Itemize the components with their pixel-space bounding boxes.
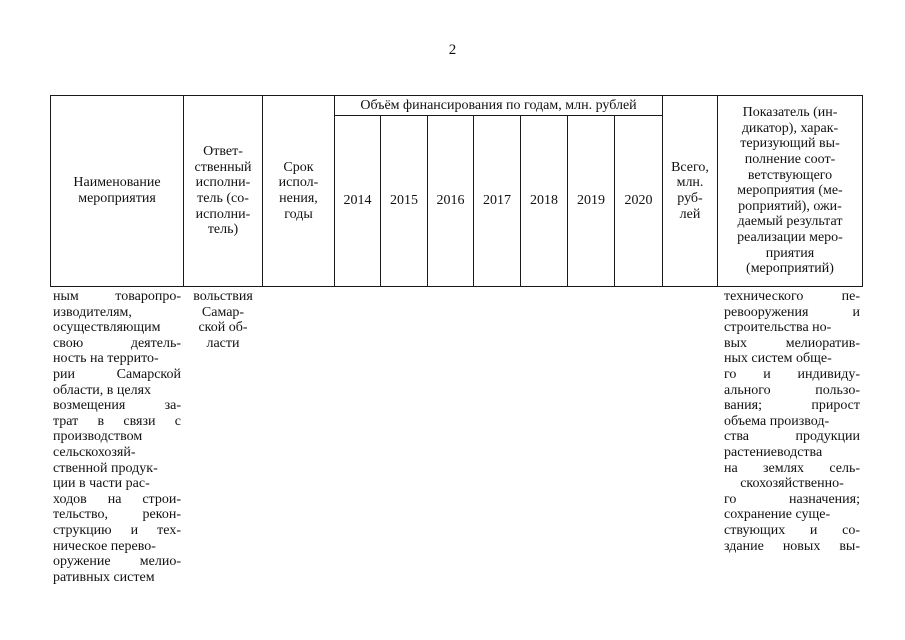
name-line: изводителям,: [53, 304, 132, 320]
header-indicator: Показатель (ин- дикатор), харак- теризующий вы- полнение соот- ветствующего мероприятия (ме- роприятий), ожи- даемый результат реализации меро- приятия (мероприятий): [737, 105, 843, 277]
indicator-line: ных систем обще-: [724, 351, 832, 367]
header-bottom-border: [50, 286, 863, 287]
name-line: ность на террито-: [53, 351, 159, 367]
indicator-line: ревооружения и: [724, 304, 860, 320]
header-year-2015: 2015: [390, 193, 418, 209]
name-line: сельскохозяй-: [53, 444, 136, 460]
header-term: Срок испол- нения, годы: [278, 159, 319, 222]
indicator-line: го и индивиду-: [724, 366, 860, 382]
row-executor-text: [186, 289, 260, 351]
name-line: производством: [53, 429, 143, 445]
table-right-border: [862, 95, 863, 287]
header-financing-title: Объём финансирования по годам, млн. рублей: [360, 97, 637, 113]
name-line: свою деятель-: [53, 335, 181, 351]
indicator-line: скохозяйственно-: [740, 476, 844, 492]
executor-line: ласти: [206, 335, 240, 351]
indicator-line: на землях сель-: [724, 460, 860, 476]
header-total: Всего, млн. руб- лей: [671, 159, 709, 222]
indicator-line: ствующих и со-: [724, 522, 860, 538]
name-line: тельство, рекон-: [53, 507, 181, 523]
header-year-2020: 2020: [624, 193, 653, 209]
indicator-line: ального пользо-: [724, 382, 860, 398]
header-year-2018: 2018: [530, 193, 558, 209]
header-executor: Ответ- ственный исполни- тель (со- исполни- тель): [194, 144, 252, 238]
name-line: ративных систем: [53, 569, 155, 585]
name-line: возмещения за-: [53, 398, 181, 414]
name-line: ным товаропро-: [53, 289, 181, 304]
header-year-2017: 2017: [483, 193, 511, 209]
header-year-2016: 2016: [436, 193, 465, 209]
indicator-line: здание новых вы-: [724, 538, 860, 554]
name-line: оружение мелио-: [53, 554, 181, 570]
name-line: области, в целях: [53, 382, 152, 398]
row-name-text: [53, 289, 181, 585]
indicator-line: го назначения;: [724, 491, 860, 507]
executor-line: ской об-: [198, 320, 248, 336]
name-line: ническое перево-: [53, 538, 156, 554]
indicator-line: вания; прирост: [724, 398, 860, 414]
name-line: осуществляющим: [53, 320, 161, 336]
name-line: ственной продук-: [53, 460, 158, 476]
page-number: 2: [448, 42, 457, 58]
header-year-2019: 2019: [577, 193, 605, 209]
header-name: Наименование мероприятия: [73, 175, 161, 206]
name-line: рии Самарской: [53, 366, 181, 382]
indicator-line: технического пе-: [724, 289, 860, 304]
indicator-line: ства продукции: [724, 429, 860, 445]
indicator-line: сохранение суще-: [724, 507, 831, 523]
indicator-line: вых мелиоратив-: [724, 335, 860, 351]
indicator-line: строительства но-: [724, 320, 832, 336]
name-line: трат в связи с: [53, 413, 181, 429]
name-line: ходов на строи-: [53, 491, 181, 507]
name-line: ции в части рас-: [53, 476, 150, 492]
indicator-line: растениеводства: [724, 444, 823, 460]
indicator-line: объема производ-: [724, 413, 830, 429]
executor-line: вольствия: [193, 289, 253, 304]
header-year-2014: 2014: [343, 193, 372, 209]
name-line: струкцию и тех-: [53, 522, 181, 538]
row-indicator-text: [724, 289, 860, 554]
executor-line: Самар-: [201, 304, 245, 320]
